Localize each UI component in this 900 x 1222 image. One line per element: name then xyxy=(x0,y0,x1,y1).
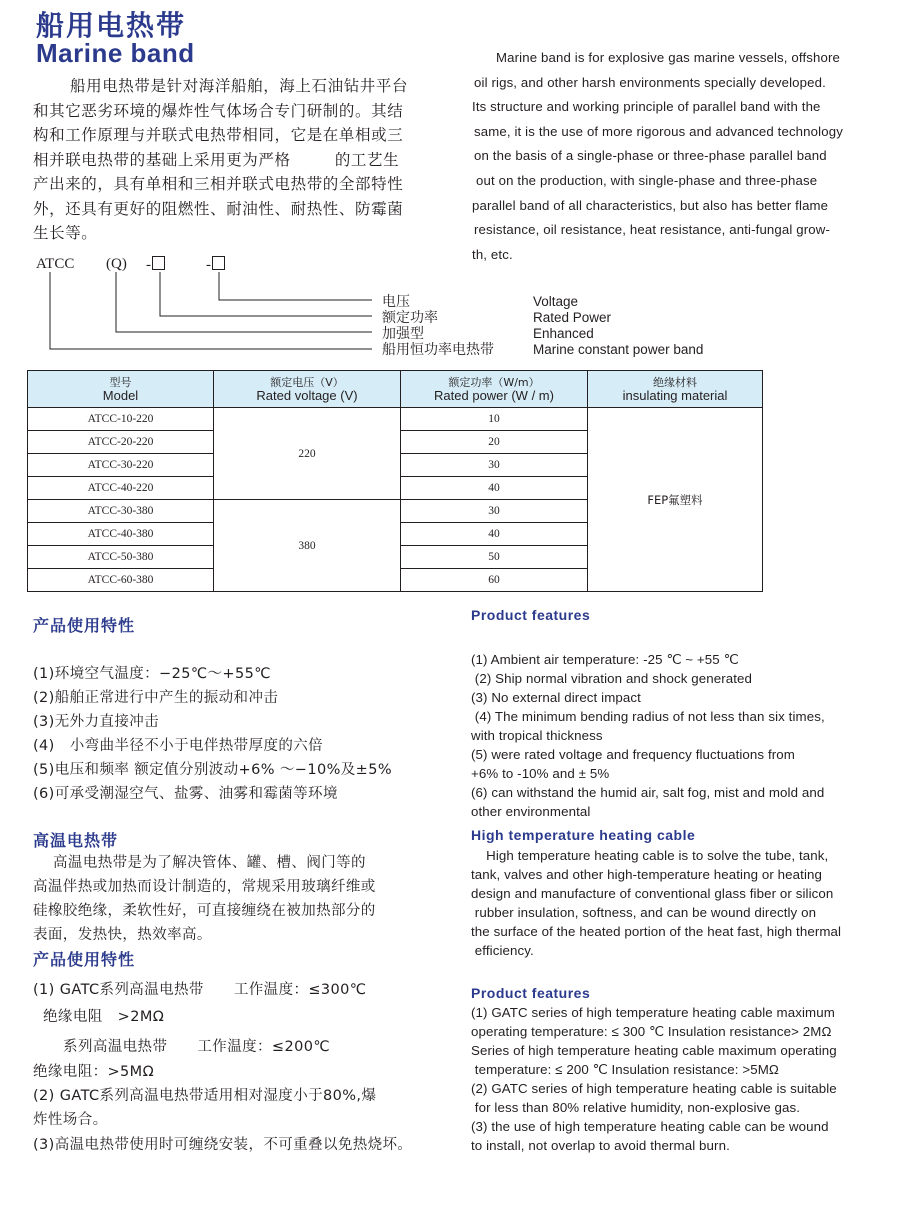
features2-en-item: (1) GATC series of high temperature heating cable maximum xyxy=(471,1005,835,1020)
features2-cn-item: (2) GATC系列高温电热带适用相对湿度小于80%,爆 xyxy=(33,1088,377,1104)
legend-cn-enhanced: 加强型 xyxy=(382,326,424,342)
table-header-row xyxy=(28,371,763,408)
hightemp-title-en: High temperature heating cable xyxy=(471,827,696,843)
features2-en-item: (3) the use of high temperature heating cable can be wound xyxy=(471,1119,829,1134)
hightemp-title-cn: 高温电热带 xyxy=(33,831,119,850)
features1-en-list xyxy=(471,652,891,827)
header-voltage-cn: 额定电压（V） xyxy=(270,376,344,389)
hightemp-en-paragraph xyxy=(471,848,891,963)
cell-power: 40 xyxy=(401,523,588,546)
header-voltage xyxy=(214,371,401,408)
features1-en-item: (3) No external direct impact xyxy=(471,690,641,705)
intro-cn-line: 相并联电热带的基础上采用更为严格 的工艺生 xyxy=(33,150,400,169)
cell-model: ATCC-50-380 xyxy=(28,546,214,569)
features1-en-item: +6% to -10% and ± 5% xyxy=(471,766,610,781)
header-model-cn: 型号 xyxy=(109,376,132,389)
features1-en-item: other environmental xyxy=(471,804,591,819)
model-code-q: (Q) xyxy=(106,256,127,272)
features2-en-item: temperature: ≤ 200 ℃ Insulation resistance: >5MΩ xyxy=(471,1062,779,1077)
intro-cn-line: 和其它恶劣环境的爆炸性气体场合专门研制的。其结 xyxy=(33,101,404,120)
features1-en-item: (4) The minimum bending radius of not less than six times, xyxy=(471,709,825,724)
header-voltage-en: Rated voltage (V) xyxy=(256,388,358,403)
features1-cn-item: (1)环境空气温度：−25℃～+55℃ xyxy=(33,666,271,682)
features2-cn-item: 绝缘电阻 >2MΩ xyxy=(33,1009,165,1025)
features1-cn-item: (2)船舶正常进行中产生的振动和冲击 xyxy=(33,690,279,706)
hightemp-en-line: design and manufacture of conventional glass fiber or silicon xyxy=(471,886,834,901)
legend-en-power: Rated Power xyxy=(533,310,612,325)
features1-cn-item: (6)可承受潮湿空气、盐雾、油雾和霉菌等环境 xyxy=(33,786,338,802)
spec-table xyxy=(27,370,763,592)
features2-cn-item: (3)高温电热带使用时可缠绕安装，不可重叠以免热烧坏。 xyxy=(33,1137,413,1153)
features2-en-item: to install, not overlap to avoid thermal burn. xyxy=(471,1138,730,1153)
features1-cn-list xyxy=(33,662,463,812)
intro-cn-line: 生长等。 xyxy=(33,224,98,242)
header-model xyxy=(28,371,214,408)
features1-title-cn: 产品使用特性 xyxy=(33,616,136,635)
hightemp-cn-line: 高温伴热或加热而设计制造的，常规采用玻璃纤维或 xyxy=(33,879,376,895)
cell-model: ATCC-30-380 xyxy=(28,500,214,523)
header-model-en: Model xyxy=(102,388,139,403)
cell-voltage-220: 220 xyxy=(214,408,401,500)
intro-en-line: out on the production, with single-phase and three-phase xyxy=(476,172,818,188)
cell-power: 20 xyxy=(401,431,588,454)
intro-en-line: oil rigs, and other harsh environments specially developed. xyxy=(474,74,826,90)
cell-power: 30 xyxy=(401,500,588,523)
features2-en-list xyxy=(471,1005,891,1160)
hightemp-en-line: High temperature heating cable is to solve the tube, tank, xyxy=(471,848,829,863)
features2-cn-list xyxy=(33,978,473,1158)
legend-en-marine: Marine constant power band xyxy=(533,342,704,357)
cell-power: 50 xyxy=(401,546,588,569)
intro-en-line: resistance, oil resistance, heat resistance, anti-fungal grow- xyxy=(474,222,831,238)
table-row xyxy=(28,408,763,431)
hightemp-cn-line: 高温电热带是为了解决管体、罐、槽、阀门等的 xyxy=(33,855,366,871)
cell-model: ATCC-60-380 xyxy=(28,569,214,592)
features2-cn-item: 系列高温电热带 工作温度：≤200℃ xyxy=(33,1039,331,1055)
legend-cn-marine: 船用恒功率电热带 xyxy=(382,342,494,358)
cell-model: ATCC-20-220 xyxy=(28,431,214,454)
intro-en-line: Its structure and working principle of parallel band with the xyxy=(472,99,821,115)
features2-cn-item: (1) GATC系列高温电热带 工作温度：≤300℃ xyxy=(33,982,367,998)
hightemp-cn-line: 硅橡胶绝缘，柔软性好，可直接缠绕在被加热部分的 xyxy=(33,903,376,919)
header-power xyxy=(401,371,588,408)
header-material xyxy=(588,371,763,408)
cell-model: ATCC-40-220 xyxy=(28,477,214,500)
intro-cn-line: 船用电热带是针对海洋船舶，海上石油钻井平台 xyxy=(70,77,409,95)
hightemp-cn-paragraph xyxy=(33,851,463,947)
hightemp-en-line: tank, valves and other high-temperature heating or heating xyxy=(471,867,822,882)
features1-cn-item: (3)无外力直接冲击 xyxy=(33,714,160,730)
header-material-cn: 绝缘材料 xyxy=(653,376,697,389)
cell-model: ATCC-10-220 xyxy=(28,408,214,431)
features2-title-en: Product features xyxy=(471,985,591,1001)
features2-cn-item: 炸性场合。 xyxy=(33,1112,108,1128)
intro-en-line: th, etc. xyxy=(472,246,513,262)
features2-en-item: operating temperature: ≤ 300 ℃ Insulation resistance> 2MΩ xyxy=(471,1024,832,1039)
features1-en-item: with tropical thickness xyxy=(471,728,603,743)
page-title-en: Marine band xyxy=(36,38,195,68)
legend-en-voltage: Voltage xyxy=(533,294,579,309)
features1-en-item: (6) can withstand the humid air, salt fog, mist and mold and xyxy=(471,785,825,800)
cell-power: 30 xyxy=(401,454,588,477)
features1-en-item: (1) Ambient air temperature: -25 ℃ ~ +55 ℃ xyxy=(471,652,739,667)
header-power-cn: 额定功率（W/m） xyxy=(448,376,540,389)
features2-title-cn: 产品使用特性 xyxy=(33,950,136,969)
features2-en-item: Series of high temperature heating cable maximum operating xyxy=(471,1043,837,1058)
intro-en-line: same, it is the use of more rigorous and advanced technology xyxy=(474,123,843,139)
page-title-cn: 船用电热带 xyxy=(36,9,187,42)
connector-power xyxy=(160,272,372,316)
features1-en-item: (2) Ship normal vibration and shock generated xyxy=(471,671,753,686)
connector-enhanced xyxy=(116,272,372,332)
model-code-dash: - xyxy=(206,257,211,273)
cell-model: ATCC-40-380 xyxy=(28,523,214,546)
connector-marine xyxy=(50,272,372,349)
legend-cn-voltage: 电压 xyxy=(382,294,410,310)
legend-en-enhanced: Enhanced xyxy=(533,326,594,341)
model-code-connector-lines xyxy=(0,0,900,370)
legend-cn-power: 额定功率 xyxy=(382,310,438,326)
hightemp-en-line: rubber insulation, softness, and can be wound directly on xyxy=(471,905,817,920)
features1-cn-item: (5)电压和频率 额定值分别波动+6% ～−10%及±5% xyxy=(33,762,393,778)
cell-power: 60 xyxy=(401,569,588,592)
features2-en-item: (2) GATC series of high temperature heating cable is suitable xyxy=(471,1081,837,1096)
intro-en-line: on the basis of a single-phase or three-phase parallel band xyxy=(474,148,827,164)
header-power-en: Rated power (W / m) xyxy=(434,388,554,403)
features1-title-en: Product features xyxy=(471,607,591,623)
header-material-en: insulating material xyxy=(622,388,728,403)
cell-material: FEP氟塑料 xyxy=(588,408,763,592)
connector-voltage xyxy=(219,272,372,300)
features2-cn-item: 绝缘电阻：>5MΩ xyxy=(33,1064,155,1080)
features2-en-item: for less than 80% relative humidity, non-explosive gas. xyxy=(471,1100,801,1115)
hightemp-en-line: efficiency. xyxy=(471,943,534,958)
intro-cn-line: 外，还具有更好的阻燃性、耐油性、耐热性、防霉菌 xyxy=(33,199,404,218)
intro-en-line: Marine band is for explosive gas marine vessels, offshore xyxy=(496,50,841,65)
model-code-dash: - xyxy=(146,257,151,273)
model-code-prefix: ATCC xyxy=(36,256,75,272)
features1-en-item: (5) were rated voltage and frequency fluctuations from xyxy=(471,747,795,762)
intro-cn-line: 构和工作原理与并联式电热带相同，它是在单相或三 xyxy=(33,126,404,144)
cell-power: 10 xyxy=(401,408,588,431)
cell-model: ATCC-30-220 xyxy=(28,454,214,477)
cell-voltage-380: 380 xyxy=(214,500,401,592)
hightemp-en-line: the surface of the heated portion of the heat fast, high thermal xyxy=(471,924,842,939)
intro-en-line: parallel band of all characteristics, but also has better flame xyxy=(472,197,829,213)
hightemp-cn-line: 表面，发热快，热效率高。 xyxy=(33,927,212,943)
cell-power: 40 xyxy=(401,477,588,500)
intro-cn-line: 产出来的，具有单相和三相并联式电热带的全部特性 xyxy=(33,175,404,193)
features1-cn-item: (4) 小弯曲半径不小于电伴热带厚度的六倍 xyxy=(33,738,324,754)
